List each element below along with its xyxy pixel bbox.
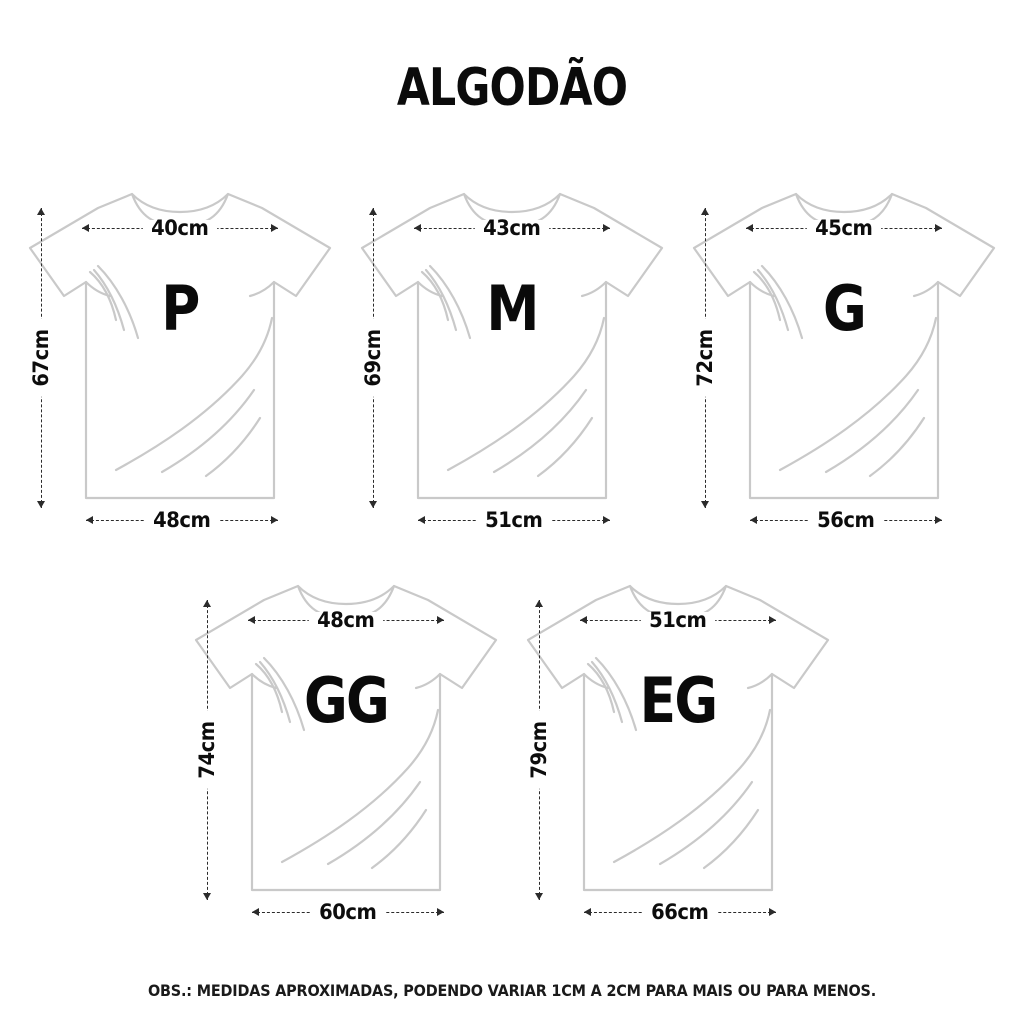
- dimension-value-chest: 48cm: [309, 612, 383, 628]
- arrow-right-icon: [271, 224, 278, 232]
- size-letter-g: G: [822, 272, 866, 345]
- tshirt-illustration-gg: [186, 552, 506, 912]
- footer-note: OBS.: MEDIDAS APROXIMADAS, PODENDO VARIAR 1CM A 2CM PARA MAIS OU PARA MENOS.: [147, 981, 877, 1000]
- arrow-right-icon: [437, 616, 444, 624]
- dimension-hem-m: [418, 508, 610, 532]
- dimension-value-hem: 51cm: [477, 512, 551, 528]
- page-title: ALGODÃO: [396, 58, 628, 118]
- arrow-down-icon: [37, 501, 45, 508]
- arrow-left-icon: [418, 516, 425, 524]
- size-card-p: [20, 160, 340, 532]
- dimension-value-height: 69cm: [358, 319, 388, 397]
- size-card-gg: [186, 552, 506, 924]
- arrow-right-icon: [769, 908, 776, 916]
- dimension-chest-gg: [248, 608, 444, 632]
- dimension-chest-m: [414, 216, 610, 240]
- size-card-g: [684, 160, 1004, 532]
- dimension-height-g: [693, 208, 717, 508]
- arrow-left-icon: [746, 224, 753, 232]
- dimension-height-p: [29, 208, 53, 508]
- tshirt-illustration-p: [20, 160, 340, 520]
- arrow-up-icon: [535, 600, 543, 607]
- dimension-value-hem: 56cm: [809, 512, 883, 528]
- size-letter-gg: GG: [303, 664, 389, 737]
- dimension-value-height: 74cm: [192, 711, 222, 789]
- arrow-down-icon: [369, 501, 377, 508]
- arrow-right-icon: [935, 516, 942, 524]
- dimension-value-chest: 51cm: [641, 612, 715, 628]
- dimension-value-chest: 43cm: [475, 220, 549, 236]
- tshirt-illustration-m: [352, 160, 672, 520]
- arrow-up-icon: [37, 208, 45, 215]
- arrow-left-icon: [248, 616, 255, 624]
- dimension-hem-eg: [584, 900, 776, 924]
- tshirt-illustration-eg: [518, 552, 838, 912]
- arrow-left-icon: [82, 224, 89, 232]
- arrow-down-icon: [203, 893, 211, 900]
- arrow-left-icon: [252, 908, 259, 916]
- dimension-height-eg: [527, 600, 551, 900]
- arrow-right-icon: [603, 516, 610, 524]
- arrow-left-icon: [584, 908, 591, 916]
- dimension-chest-p: [82, 216, 278, 240]
- dimension-value-height: 79cm: [524, 711, 554, 789]
- arrow-down-icon: [535, 893, 543, 900]
- size-letter-m: M: [486, 272, 538, 345]
- arrow-down-icon: [701, 501, 709, 508]
- arrow-up-icon: [369, 208, 377, 215]
- arrow-right-icon: [271, 516, 278, 524]
- dimension-chest-eg: [580, 608, 776, 632]
- dimension-value-chest: 40cm: [143, 220, 217, 236]
- arrow-left-icon: [86, 516, 93, 524]
- arrow-right-icon: [769, 616, 776, 624]
- arrow-left-icon: [580, 616, 587, 624]
- dimension-value-hem: 60cm: [311, 904, 385, 920]
- size-letter-eg: EG: [639, 664, 717, 737]
- arrow-up-icon: [701, 208, 709, 215]
- arrow-left-icon: [750, 516, 757, 524]
- arrow-up-icon: [203, 600, 211, 607]
- dimension-value-height: 67cm: [26, 319, 56, 397]
- dimension-hem-g: [750, 508, 942, 532]
- dimension-hem-gg: [252, 900, 444, 924]
- dimension-chest-g: [746, 216, 942, 240]
- tshirt-illustration-g: [684, 160, 1004, 520]
- arrow-left-icon: [414, 224, 421, 232]
- dimension-value-height: 72cm: [690, 319, 720, 397]
- size-letter-p: P: [161, 272, 199, 345]
- arrow-right-icon: [603, 224, 610, 232]
- size-card-m: [352, 160, 672, 532]
- dimension-value-hem: 48cm: [145, 512, 219, 528]
- size-card-eg: [518, 552, 838, 924]
- arrow-right-icon: [437, 908, 444, 916]
- dimension-height-m: [361, 208, 385, 508]
- dimension-hem-p: [86, 508, 278, 532]
- dimension-height-gg: [195, 600, 219, 900]
- arrow-right-icon: [935, 224, 942, 232]
- dimension-value-hem: 66cm: [643, 904, 717, 920]
- dimension-value-chest: 45cm: [807, 220, 881, 236]
